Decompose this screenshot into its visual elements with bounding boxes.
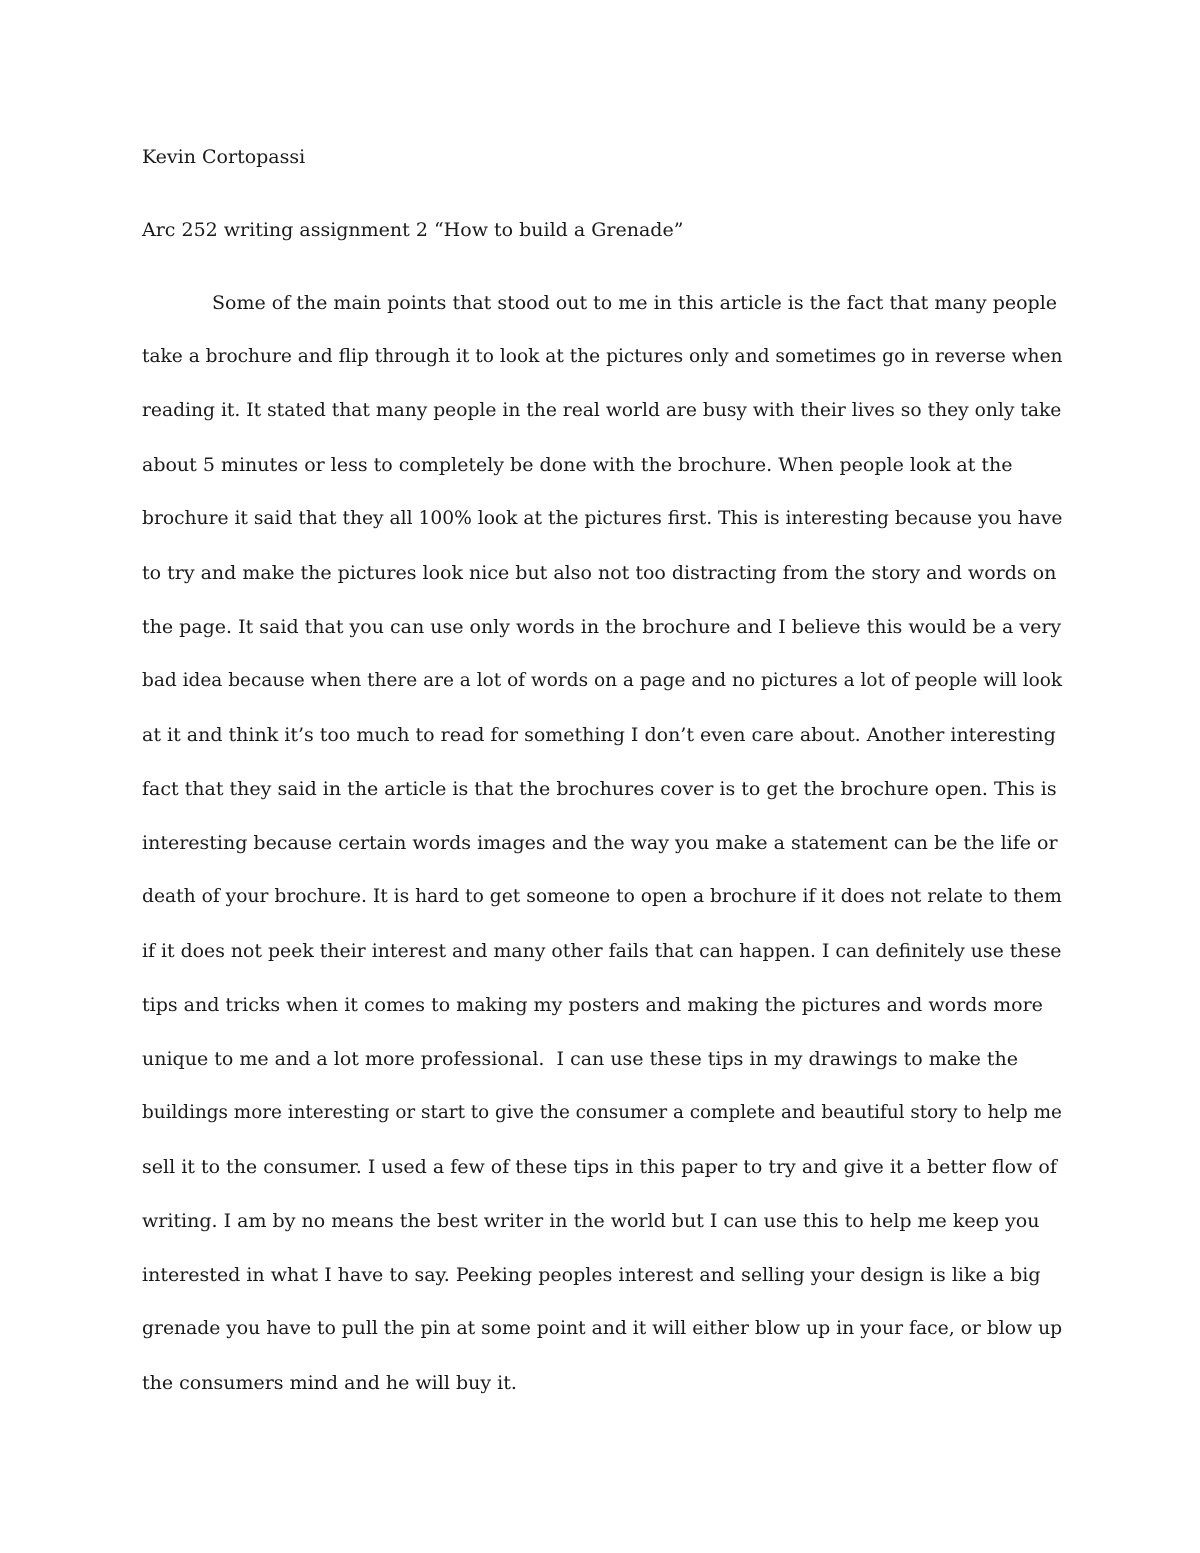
body-line: reading it. It stated that many people in the real world are busy with their lives so they only take bbox=[142, 400, 1062, 421]
body-line: to try and make the pictures look nice but also not too distracting from the story and words on bbox=[142, 562, 1057, 584]
body-line: the consumers mind and he will buy it. bbox=[142, 1372, 517, 1394]
body-line: if it does not peek their interest and many other fails that can happen. I can definitely use these bbox=[142, 940, 1062, 962]
body-line: bad idea because when there are a lot of words on a page and no pictures a lot of people will look bbox=[142, 670, 1063, 691]
body-line: grenade you have to pull the pin at some point and it will either blow up in your face, or blow up bbox=[142, 1318, 1063, 1339]
body-line: unique to me and a lot more professional. I can use these tips in my drawings to make the bbox=[142, 1048, 1019, 1070]
body-line: tips and tricks when it comes to making my posters and making the pictures and words more bbox=[142, 994, 1043, 1016]
body-line: about 5 minutes or less to completely be done with the brochure. When people look at the bbox=[142, 454, 1013, 476]
assignment-title: Arc 252 writing assignment 2 “How to build a Grenade” bbox=[142, 219, 684, 241]
body-line: brochure it said that they all 100% look at the pictures first. This is interesting because you have bbox=[142, 508, 1063, 529]
body-line: Some of the main points that stood out to me in this article is the fact that many people bbox=[212, 292, 1058, 314]
body-line: take a brochure and flip through it to look at the pictures only and sometimes go in reverse when bbox=[142, 346, 1063, 367]
body-line: interesting because certain words images and the way you make a statement can be the life or bbox=[142, 832, 1058, 854]
body-line: the page. It said that you can use only words in the brochure and I believe this would be a very bbox=[142, 616, 1062, 638]
body-line: buildings more interesting or start to give the consumer a complete and beautiful story to help me bbox=[142, 1102, 1062, 1123]
body-line: interested in what I have to say. Peeking peoples interest and selling your design is like a big bbox=[142, 1264, 1041, 1286]
body-line: fact that they said in the article is that the brochures cover is to get the brochure open. This is bbox=[142, 778, 1057, 800]
body-line: at it and think it’s too much to read for something I don’t even care about. Another interesting bbox=[142, 724, 1056, 746]
body-line: sell it to the consumer. I used a few of these tips in this paper to try and give it a better flow of bbox=[142, 1156, 1057, 1178]
author-name: Kevin Cortopassi bbox=[142, 146, 306, 168]
body-line: death of your brochure. It is hard to get someone to open a brochure if it does not relate to them bbox=[142, 886, 1062, 907]
body-line: writing. I am by no means the best writer in the world but I can use this to help me keep you bbox=[142, 1210, 1040, 1232]
